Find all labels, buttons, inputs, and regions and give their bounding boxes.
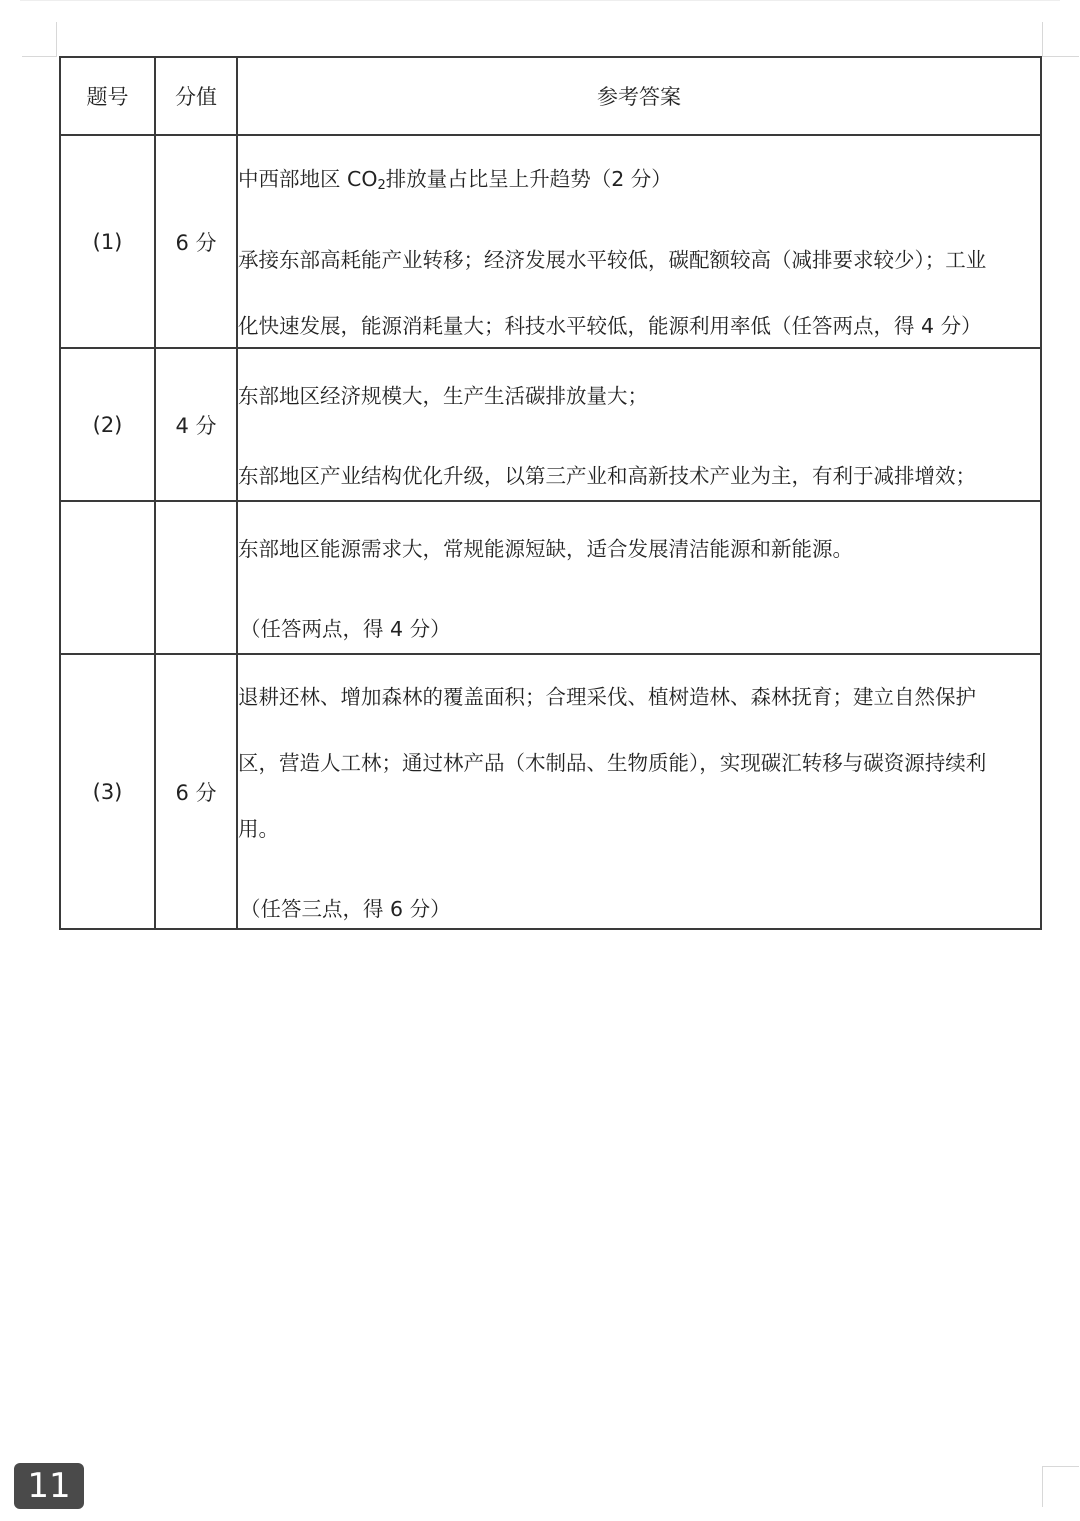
- answer-line: 区，营造人工林；通过林产品（木制品、生物质能），实现碳汇转移与碳资源持续利: [238, 750, 987, 775]
- answer-line: 退耕还林、增加森林的覆盖面积；合理采伐、植树造林、森林抚育；建立自然保护: [238, 684, 976, 709]
- answer-cell: [237, 135, 1041, 348]
- question-number: (2): [60, 348, 155, 501]
- page-number-badge: 11: [14, 1463, 84, 1509]
- subscript: 2: [377, 177, 386, 193]
- answer-line: 东部地区经济规模大，生产生活碳排放量大；: [238, 383, 648, 408]
- question-score: 6 分: [155, 135, 237, 348]
- crop-mark-top-right: [1042, 22, 1079, 57]
- question-score: 6 分: [155, 654, 237, 929]
- answer-line: 东部地区产业结构优化升级，以第三产业和高新技术产业为主，有利于减排增效；: [238, 463, 976, 488]
- answer-cell: [237, 501, 1041, 654]
- answer-cell: [237, 654, 1041, 929]
- crop-mark-top-left: [22, 22, 57, 57]
- answer-text: 中西部地区 CO: [238, 166, 378, 191]
- table-row: [60, 348, 1041, 501]
- table-header-row: [60, 57, 1041, 135]
- answer-text: 排放量占比呈上升趋势（2 分）: [385, 166, 672, 191]
- header-question-number: 题号: [60, 57, 155, 135]
- answer-line: 东部地区能源需求大，常规能源短缺，适合发展清洁能源和新能源。: [238, 536, 853, 561]
- answer-line: （任答三点，得 6 分）: [240, 896, 451, 921]
- answer-line: 用。: [238, 816, 279, 841]
- answer-table: [59, 56, 1042, 930]
- question-number: (3): [60, 654, 155, 929]
- question-score: 4 分: [155, 348, 237, 501]
- answer-line: 化快速发展，能源消耗量大；科技水平较低，能源利用率低（任答两点，得 4 分）: [238, 313, 982, 338]
- question-number: [60, 501, 155, 654]
- question-number: (1): [60, 135, 155, 348]
- answer-cell: [237, 348, 1041, 501]
- question-score: [155, 501, 237, 654]
- answer-line: （任答两点，得 4 分）: [240, 616, 451, 641]
- table-row: [60, 135, 1041, 348]
- answer-line: 承接东部高耗能产业转移；经济发展水平较低，碳配额较高（减排要求较少）；工业: [238, 247, 987, 272]
- header-score: 分值: [155, 57, 237, 135]
- header-reference-answer: 参考答案: [237, 57, 1041, 135]
- table-row: [60, 654, 1041, 929]
- answer-line: [238, 162, 1040, 193]
- page-top-edge: [20, 0, 1060, 1]
- table-row: [60, 501, 1041, 654]
- crop-mark-bottom-right: [1042, 1466, 1079, 1507]
